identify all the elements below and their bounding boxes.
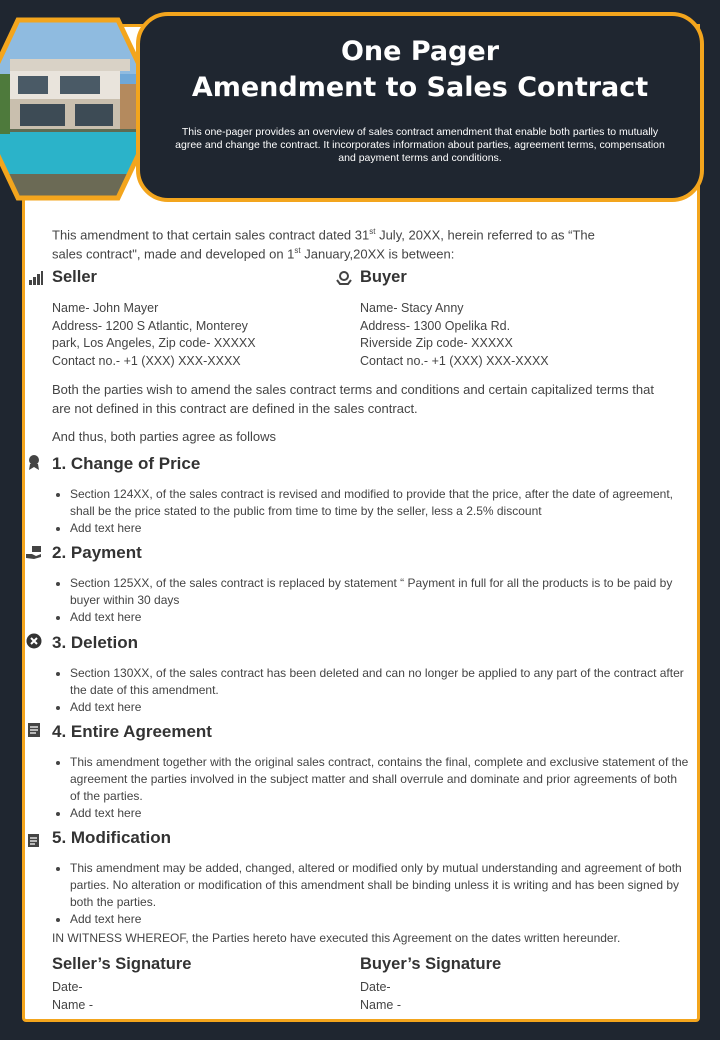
title-line-1: One Pager [340,36,500,67]
buyer-details: Name- Stacy Anny Address- 1300 Opelika Rd. Riverside Zip code- XXXXX Contact no.- +1 (XXX) XXX-XXXX [360,301,549,368]
seller-heading: Seller [52,268,97,286]
title-line-2: Amendment to Sales Contract [191,72,649,103]
list-item: • Section 130XX, of the sales contract has been deleted and can no longer be applied to any part of the contract after the date of this amendment. [70,665,690,699]
intro-text: This amendment to that certain sales contract dated 31st July, 20XX, herein referred to as “The sales contract", made and developed on 1st January,20XX is between: [52,227,595,262]
witness-statement: IN WITNESS WHEREOF, the Parties hereto have executed this Agreement on the dates written hereunder. [52,931,621,945]
section-4-list [52,754,690,822]
buyer-heading: Buyer [360,268,407,286]
list-item: • This amendment together with the original sales contract, contains the final, complete and exclusive statement of the agreement the parties involved in the subject matter and shall overrule and dominate and prior agreements of both of the parties. [70,754,690,805]
header-banner [136,12,704,202]
list-item: • Add text here [70,699,690,716]
section-5-list [52,860,690,928]
page-subtitle: This one-pager provides an overview of sales contract amendment that enable both parties to mutually agree and change the contract. It incorporates information about parties, agreement terms, compensation and payment terms and conditions. [175,126,665,164]
page-title [140,34,700,106]
award-ribbon-icon [26,454,42,470]
section-1-list [52,486,690,537]
seller-signature-heading: Seller’s Signature [52,955,192,973]
hand-money-icon [26,544,42,560]
buyer-date-label: Date- [360,980,391,994]
section-3-list [52,665,690,716]
amend-paragraph: Both the parties wish to amend the sales contract terms and conditions and certain capitalized terms that are not defined in this contract are defined in the sales contract. [52,382,654,416]
seller-name-label: Name - [52,998,93,1012]
list-item: • Add text here [70,805,690,822]
agree-paragraph: And thus, both parties agree as follows [52,429,277,444]
list-item: • Section 125XX, of the sales contract is replaced by statement “ Payment in full for all the products is to be paid by buyer within 30 days [70,575,690,609]
section-3-heading: 3. Deletion [52,633,138,652]
buyer-name-label: Name - [360,998,401,1012]
list-item: • Add text here [70,520,690,537]
section-5-heading: 5. Modification [52,828,171,847]
document-stack-icon [26,722,42,738]
seller-date-label: Date- [52,980,83,994]
hand-gear-icon [336,270,352,286]
section-1-heading: 1. Change of Price [52,454,201,473]
bar-chart-icon [28,270,44,286]
section-2-list [52,575,690,626]
edit-document-icon [26,832,42,848]
section-2-heading: 2. Payment [52,543,142,562]
list-item: • This amendment may be added, changed, altered or modified only by mutual understanding and agreement of both parties. No alteration or modification of this amendment shall be binding unless it is writing and has been signed by both the parties. [70,860,690,911]
buyer-signature-heading: Buyer’s Signature [360,955,502,973]
list-item: • Add text here [70,911,690,928]
list-item: • Section 124XX, of the sales contract is revised and modified to provide that the price, after the date of agreement, shall be the price stated to the public from time to time by the seller, less a 2.5% discount [70,486,690,520]
section-4-heading: 4. Entire Agreement [52,722,212,741]
buyer-signature-fields [360,978,401,1014]
delete-circle-icon [26,633,42,649]
seller-details: Name- John Mayer Address- 1200 S Atlantic, Monterey park, Los Angeles, Zip code- XXXXX Contact no.- +1 (XXX) XXX-XXXX [52,301,256,368]
seller-signature-fields [52,978,93,1014]
list-item: • Add text here [70,609,690,626]
